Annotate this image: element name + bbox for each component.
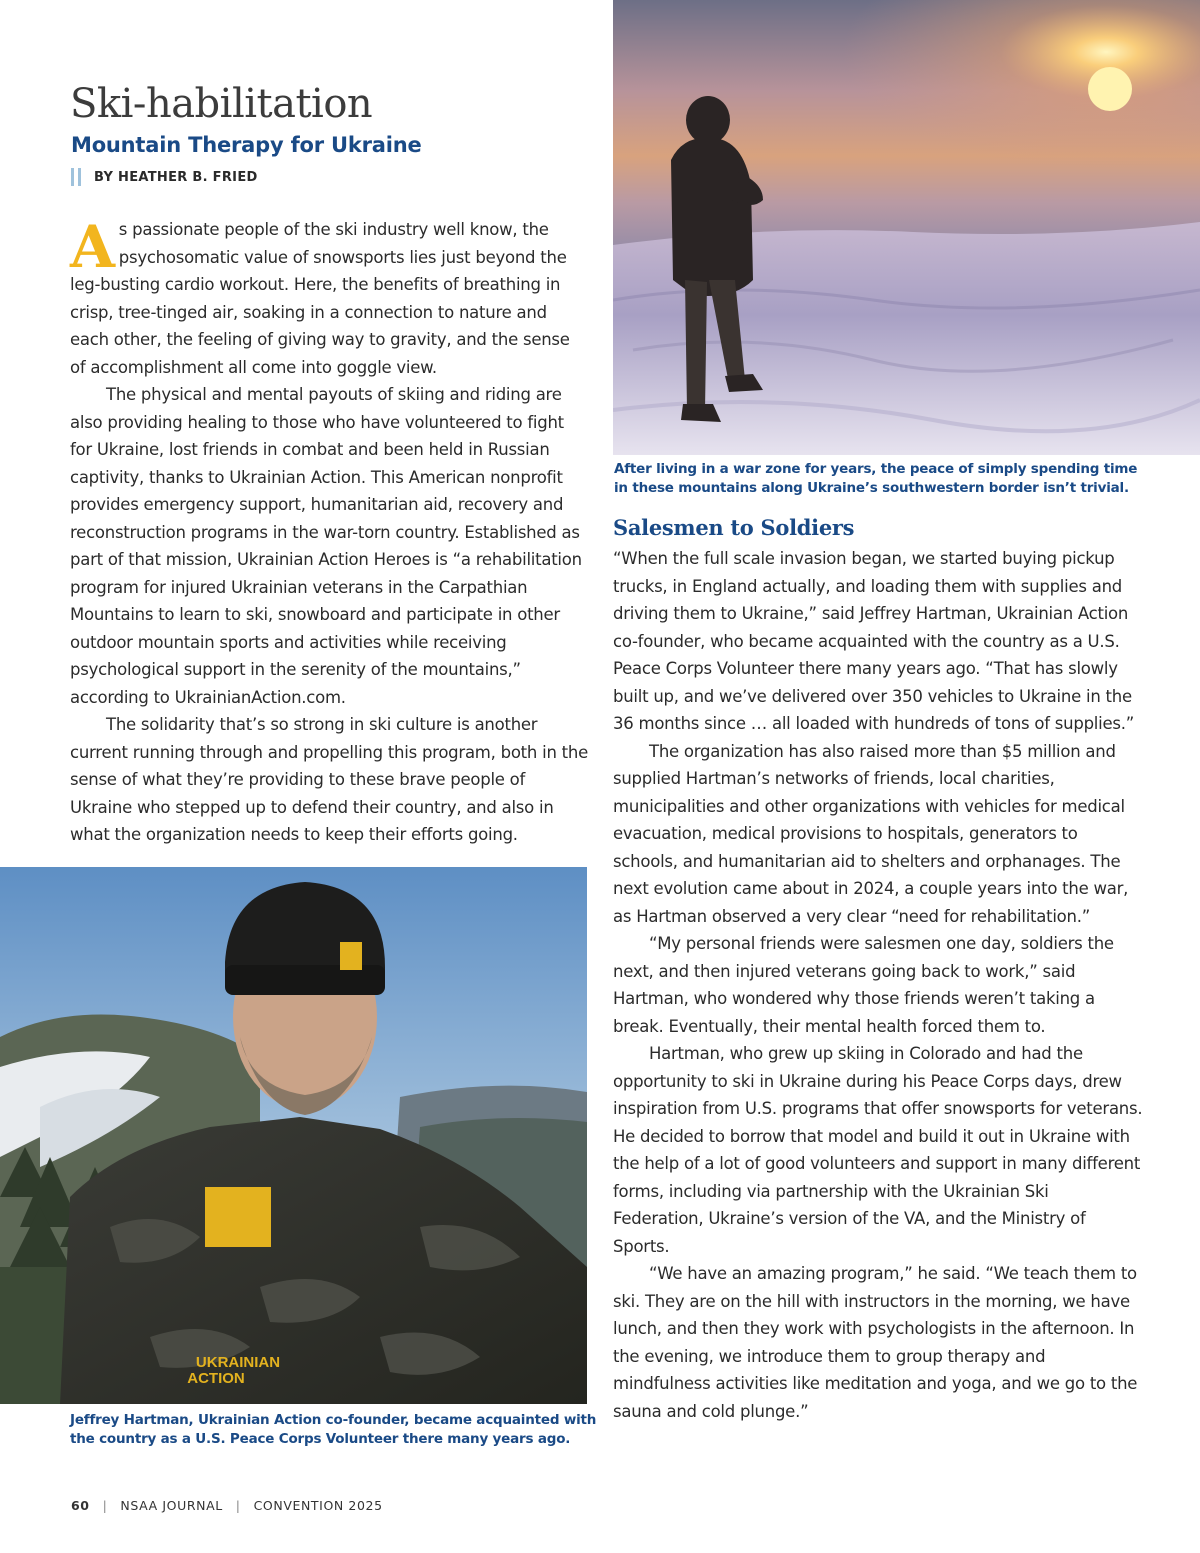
page-footer — [71, 1498, 383, 1513]
byline — [71, 167, 258, 187]
article-subtitle: Mountain Therapy for Ukraine — [71, 133, 422, 157]
journal-name: NSAA JOURNAL — [120, 1498, 223, 1513]
jacket-logo-line2: ACTION — [187, 1370, 245, 1387]
photo-jeffrey-hartman-portrait — [0, 867, 587, 1404]
paragraph-5: The organization has also raised more than $5 million and supplied Hartman’s networks of friends, local charities, municipalities and other organizations with vehicles for medical evacuation, medical provisions to hospitals, generators to schools, and humanitarian aid to shelters and orphanages. The next evolution came about in 2024, a couple years into the war, as Hartman observed a very clear “need for rehabilitation.” — [613, 741, 1129, 926]
left-column-text — [70, 213, 590, 849]
jacket-logo-line1: UKRAINIAN — [195, 1354, 281, 1371]
caption-bottom-photo: Jeffrey Hartman, Ukrainian Action co-founder, became acquainted with the country as a U.S. Peace Corps Volunteer there many years ago. — [70, 1412, 597, 1447]
paragraph-3: The solidarity that’s so strong in ski culture is another current running through and propelling this program, both in the sense of what they’re providing to these brave people of Ukraine who stepped up to defend their country, and also in what the organization needs to keep their efforts going. — [70, 715, 588, 844]
paragraph-7: Hartman, who grew up skiing in Colorado and had the opportunity to ski in Ukraine during his Peace Corps days, drew inspiration from U.S. programs that offer snowsports for veterans. He decided to borrow that model and build it out in Ukraine with the help of a lot of good volunteers and support in many different forms, including via partnership with the Ukrainian Ski Federation, Ukraine’s version of the VA, and the Ministry of Sports. — [613, 1044, 1143, 1256]
drop-cap: A — [70, 213, 115, 281]
right-column-text — [613, 545, 1143, 1425]
section-heading: Salesmen to Soldiers — [613, 515, 855, 540]
photo-snow-summit-sunset — [613, 0, 1200, 455]
footer-separator: | — [235, 1498, 241, 1513]
paragraph-8: “We have an amazing program,” he said. “We teach them to ski. They are on the hill with instructors in the morning, we have lunch, and then they work with psychologists in the afternoon. In the evening, we introduce them to group therapy and mindfulness activities like meditation and yoga, and we go to the sauna and cold plunge.” — [613, 1264, 1138, 1421]
paragraph-1-text: s passionate people of the ski industry well know, the psychosomatic value of snowsports lies just beyond the leg-busting cardio workout. Here, the benefits of breathing in crisp, tree-tinged air, soaking in a connection to nature and each other, the feeling of giving way to gravity, and the sense of accomplishment all come into goggle view. — [70, 220, 570, 377]
paragraph-1 — [70, 213, 590, 381]
footer-separator: | — [102, 1498, 108, 1513]
article-title: Ski-habilitation — [70, 81, 373, 127]
page-number: 60 — [71, 1498, 90, 1513]
byline-text: BY HEATHER B. FRIED — [94, 169, 258, 185]
paragraph-2: The physical and mental payouts of skiing and riding are also providing healing to those who have volunteered to fight for Ukraine, lost friends in combat and been held in Russian captivity, thanks to Ukrainian Action. This American nonprofit provides emergency support, humanitarian aid, recovery and reconstruction programs in the war-torn country. Established as part of that mission, Ukrainian Action Heroes is “a rehabilitation program for injured Ukrainian veterans in the Carpathian Mountains to learn to ski, snowboard and participate in other outdoor mountain sports and activities while receiving psychological support in the serenity of the mountains,” according to UkrainianAction.com. — [70, 385, 582, 707]
paragraph-6: “My personal friends were salesmen one day, soldiers the next, and then injured veterans going back to work,” said Hartman, who wondered why those friends weren’t taking a break. Eventually, their mental health forced them to. — [613, 934, 1114, 1036]
caption-top-photo: After living in a war zone for years, the peace of simply spending time in these mountains along Ukraine’s southwestern border isn’t trivial. — [614, 461, 1138, 496]
paragraph-4: “When the full scale invasion began, we started buying pickup trucks, in England actually, and loading them with supplies and driving them to Ukraine,” said Jeffrey Hartman, Ukrainian Action co-founder, who became acquainted with the country as a U.S. Peace Corps Volunteer there many years ago. “That has slowly built up, and we’ve delivered over 350 vehicles to Ukraine in the 36 months since … all loaded with hundreds of tons of supplies.” — [613, 549, 1134, 733]
byline-bars-ornament — [71, 168, 82, 186]
issue-name: CONVENTION 2025 — [253, 1498, 383, 1513]
